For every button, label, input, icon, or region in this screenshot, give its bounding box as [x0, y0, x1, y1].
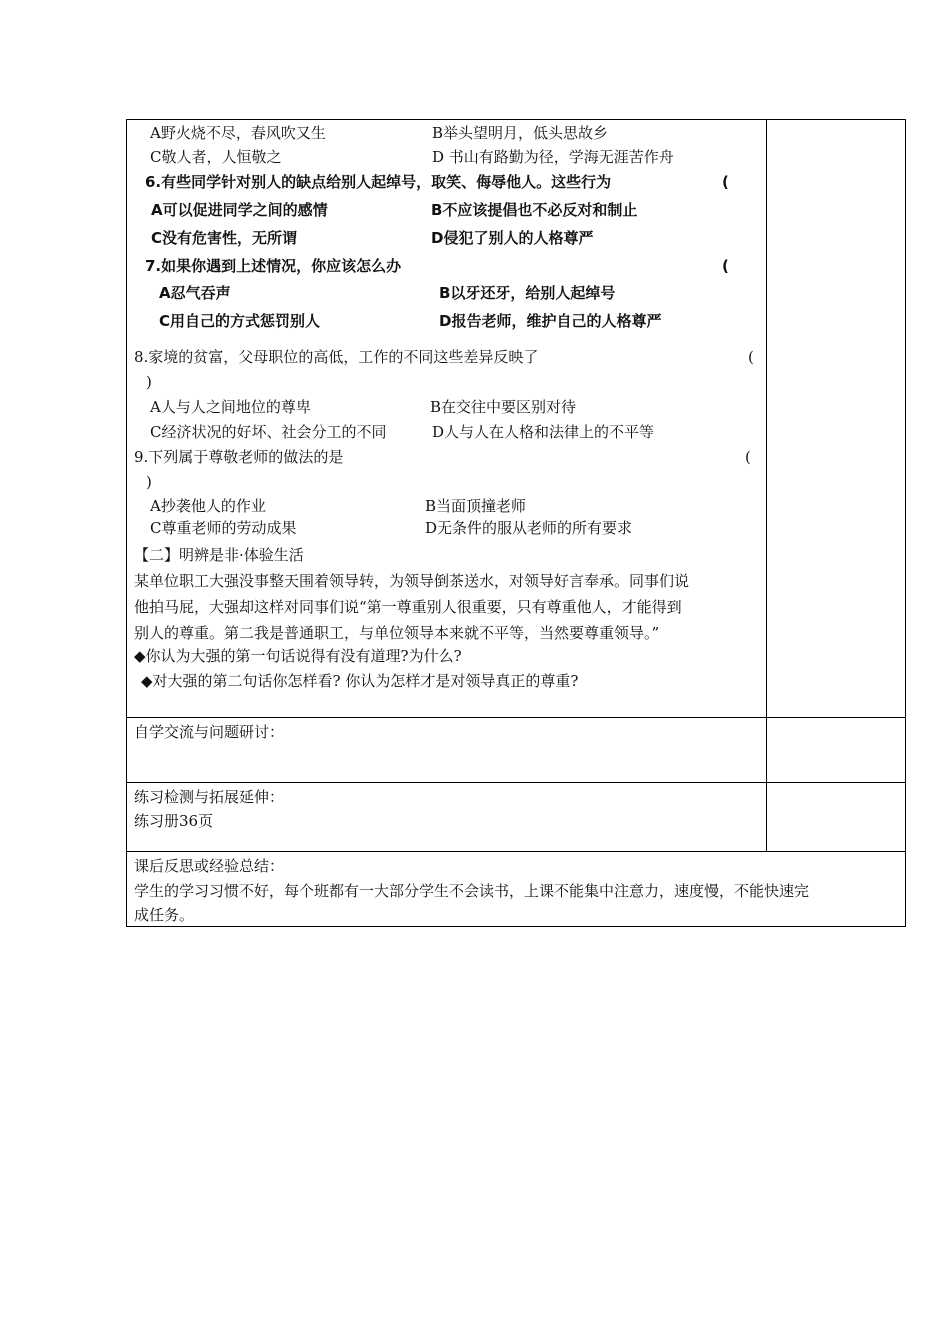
q6-option-b: B不应该提倡也不必反对和制止 — [431, 201, 638, 219]
q9-option-c: C尊重老师的劳动成果 — [150, 519, 297, 537]
q8-option-d: D人与人在人格和法律上的不平等 — [432, 423, 655, 441]
q7-option-c: C用自己的方式惩罚别人 — [159, 312, 321, 330]
q9-stem: 9.下列属于尊敬老师的做法的是 — [134, 448, 344, 466]
q9-paren-open: ( — [745, 448, 751, 466]
section2-paragraph-line-2: 他拍马屁，大强却这样对同事们说“第一尊重别人很重要，只有尊重他人，才能得到 — [134, 598, 682, 616]
q9-option-d: D无条件的服从老师的所有要求 — [425, 519, 633, 537]
section2-question-1: ◆你认为大强的第一句话说得有没有道理?为什么? — [134, 647, 462, 665]
q5-option-d: D 书山有路勤为径，学海无涯苦作舟 — [432, 148, 674, 166]
q7-option-d: D报告老师，维护自己的人格尊严 — [439, 312, 662, 330]
section2-paragraph-line-3: 别人的尊重。第二我是普通职工，与单位领导本来就不平等，当然要尊重领导。” — [134, 624, 660, 642]
q6-paren: ( — [722, 173, 729, 191]
q7-stem: 7.如果你遇到上述情况，你应该怎么办 — [145, 257, 402, 275]
practice-label: 练习检测与拓展延伸： — [134, 788, 285, 806]
q6-option-c: C没有危害性，无所谓 — [151, 229, 298, 247]
q8-option-a: A人与人之间地位的尊卑 — [150, 398, 311, 416]
q9-paren-close: ) — [146, 473, 152, 491]
q7-paren: ( — [722, 257, 729, 275]
row-divider-2 — [126, 782, 905, 783]
practice-content: 练习册36页 — [134, 812, 214, 830]
section2-question-2: ◆对大强的第二句话你怎样看? 你认为怎样才是对领导真正的尊重? — [141, 672, 579, 690]
q9-option-a: A抄袭他人的作业 — [150, 497, 266, 515]
q7-option-b: B以牙还牙，给别人起绰号 — [439, 284, 616, 302]
reflection-line-1: 学生的学习习惯不好，每个班都有一大部分学生不会读书，上课不能集中注意力，速度慢，不能快速完 — [134, 882, 810, 900]
q8-paren-open: ( — [748, 348, 754, 366]
q5-option-a: A野火烧不尽，春风吹又生 — [150, 124, 326, 142]
q6-option-d: D侵犯了别人的人格尊严 — [431, 229, 594, 247]
q7-option-a: A忍气吞声 — [159, 284, 231, 302]
discussion-label: 自学交流与问题研讨： — [134, 723, 285, 741]
q8-option-b: B在交往中要区别对待 — [430, 398, 577, 416]
q6-stem: 6.有些同学针对别人的缺点给别人起绰号，取笑、侮辱他人。这些行为 — [145, 173, 612, 191]
q5-option-b: B举头望明月，低头思故乡 — [432, 124, 609, 142]
row-divider-1 — [126, 717, 905, 718]
section2-paragraph-line-1: 某单位职工大强没事整天围着领导转，为领导倒茶送水，对领导好言奉承。同事们说 — [134, 572, 690, 590]
column-divider — [766, 119, 767, 851]
q8-paren-close: ) — [146, 373, 152, 391]
q8-stem: 8.家境的贫富，父母职位的高低，工作的不同这些差异反映了 — [134, 348, 539, 366]
row-divider-3 — [126, 851, 905, 852]
section2-heading: 【二】明辨是非·体验生活 — [134, 546, 304, 564]
q8-option-c: C经济状况的好坏、社会分工的不同 — [150, 423, 387, 441]
reflection-line-2: 成任务。 — [134, 906, 195, 924]
q6-option-a: A可以促进同学之间的感情 — [151, 201, 328, 219]
q9-option-b: B当面顶撞老师 — [425, 497, 527, 515]
reflection-label: 课后反思或经验总结： — [134, 857, 285, 875]
q5-option-c: C敬人者，人恒敬之 — [150, 148, 282, 166]
